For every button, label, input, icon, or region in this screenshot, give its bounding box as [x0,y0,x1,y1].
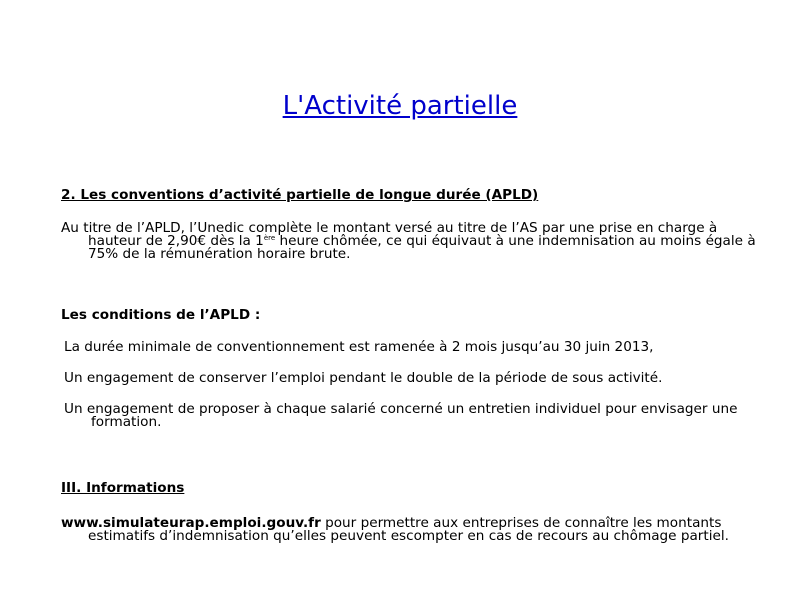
section2-paragraph-text-start: Au titre de l’APLD, l’Unedic complète le montant versé au titre de l’AS par une prise en charge à hauteur de 2,90€ dès la 1 [61,220,718,249]
condition-item-2: Un engagement de conserver l’emploi pendant le double de la période de sous activité. [64,370,663,386]
conditions-heading: Les conditions de l’APLD : [61,307,261,323]
ordinal-superscript: ère [263,234,276,242]
condition-item-1: La durée minimale de conventionnement est ramenée à 2 mois jusqu’au 30 juin 2013, [64,339,654,355]
condition-item-3: Un engagement de proposer à chaque salarié concerné un entretien individuel pour envisager une formation. [64,401,738,430]
informations-paragraph [61,517,768,543]
simulator-url: www.simulateurap.emploi.gouv.fr [61,515,321,531]
informations-text: pour permettre aux entreprises de connaître les montants estimatifs d’indemnisation qu’elles peuvent escompter en cas de recours au chômage partiel. [88,515,729,544]
page-title: L'Activité partielle [282,91,518,121]
section2-heading: 2. Les conventions d’activité partielle de longue durée (APLD) [61,187,539,203]
informations-heading: III. Informations [61,480,185,496]
section2-paragraph [61,222,768,261]
section2-paragraph-text-end: heure chômée, ce qui équivaut à une indemnisation au moins égale à 75% de la rémunération horaire brute. [88,233,756,262]
